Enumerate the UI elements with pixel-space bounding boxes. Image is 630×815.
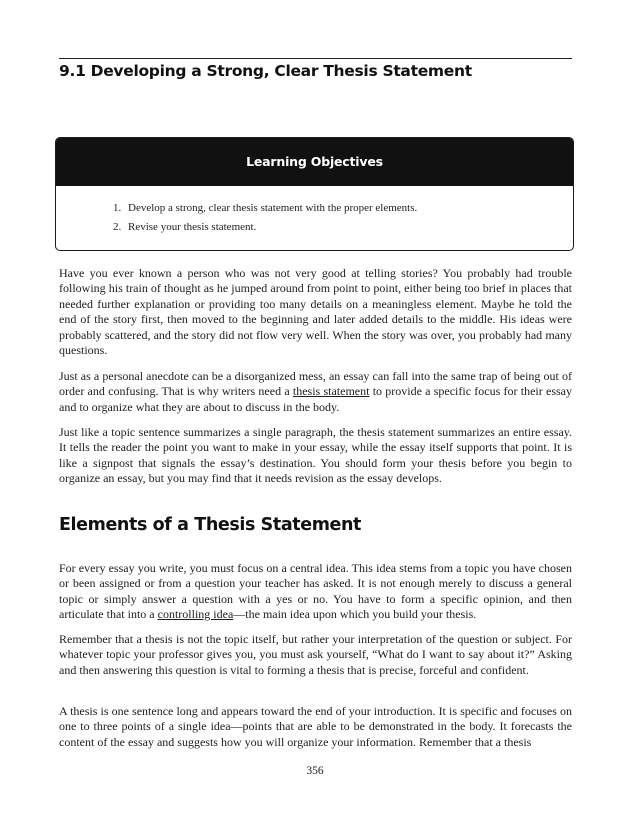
intro-paragraph-3 (59, 425, 572, 487)
paragraph-text (59, 369, 572, 415)
thesis-statement-link[interactable]: thesis statement (292, 384, 370, 399)
text-run: For every essay you write, you must focus on a central idea. This idea stems from a topic you have chosen or been assigned or from a question your teacher has asked. It is not enough merely to discuss a general topic or simply answer a question with a yes or no. You have to form a specific opinion, and then articulate that into a (59, 561, 572, 622)
paragraph-text: A thesis is one sentence long and appears toward the end of your introduction. It is specific and focuses on one to three points of a single idea—points that are able to be demonstrated in the body. It forecasts the content of the essay and suggests how you will organize your information. Remember that a thesis (59, 704, 572, 749)
elements-heading: Elements of a Thesis Statement (59, 515, 362, 535)
page-number: 356 (306, 765, 324, 777)
elements-paragraph-1 (59, 561, 572, 623)
top-rule (59, 58, 572, 59)
intro-paragraph-1 (59, 266, 572, 358)
learning-objectives-box (55, 137, 574, 251)
elements-paragraph-2 (59, 632, 572, 678)
paragraph-text (59, 561, 572, 623)
list-item: 1. Develop a strong, clear thesis statement with the proper elements. (124, 199, 573, 218)
paragraph-text: Remember that a thesis is not the topic itself, but rather your interpretation of the question or subject. For whatever topic your professor gives you, you must ask yourself, “What do I want to say about it?” Asking and then answering this question is vital to forming a thesis that is precise, forceful and confident. (59, 632, 572, 677)
text-run: —the main idea upon which you build your thesis. (233, 607, 477, 622)
elements-paragraph-3 (59, 704, 572, 750)
learning-objectives-list (56, 199, 573, 237)
intro-paragraph-2 (59, 369, 572, 415)
section-title: 9.1 Developing a Strong, Clear Thesis Statement (59, 62, 472, 80)
paragraph-text: Just like a topic sentence summarizes a single paragraph, the thesis statement summarizes an entire essay. It tells the reader the point you want to make in your essay, while the essay itself supports that point. It is like a signpost that signals the essay’s destination. You should form your thesis before you begin to organize an essay, but you may find that it needs revision as the essay develops. (59, 425, 572, 486)
text-run: to provide a specific focus for their essay and to organize what they are about to discuss in the body. (59, 384, 572, 414)
text-run: Just as a personal anecdote can be a disorganized mess, an essay can fall into the same trap of being out of order and confusing. That is why writers need a (59, 369, 572, 399)
controlling-idea-link[interactable]: controlling idea (157, 607, 234, 622)
list-item: 2. Revise your thesis statement. (124, 218, 573, 237)
learning-objectives-title: Learning Objectives (56, 138, 573, 186)
paragraph-text: Have you ever known a person who was not very good at telling stories? You probably had trouble following his train of thought as he jumped around from point to point, either being too brief in places that needed further explanation or providing too many details on a meaningless element. Maybe he told the end of the story first, then moved to the beginning and later added details to the middle. His ideas were probably scattered, and the story did not flow very well. When the story was over, you probably had many questions. (59, 266, 572, 358)
